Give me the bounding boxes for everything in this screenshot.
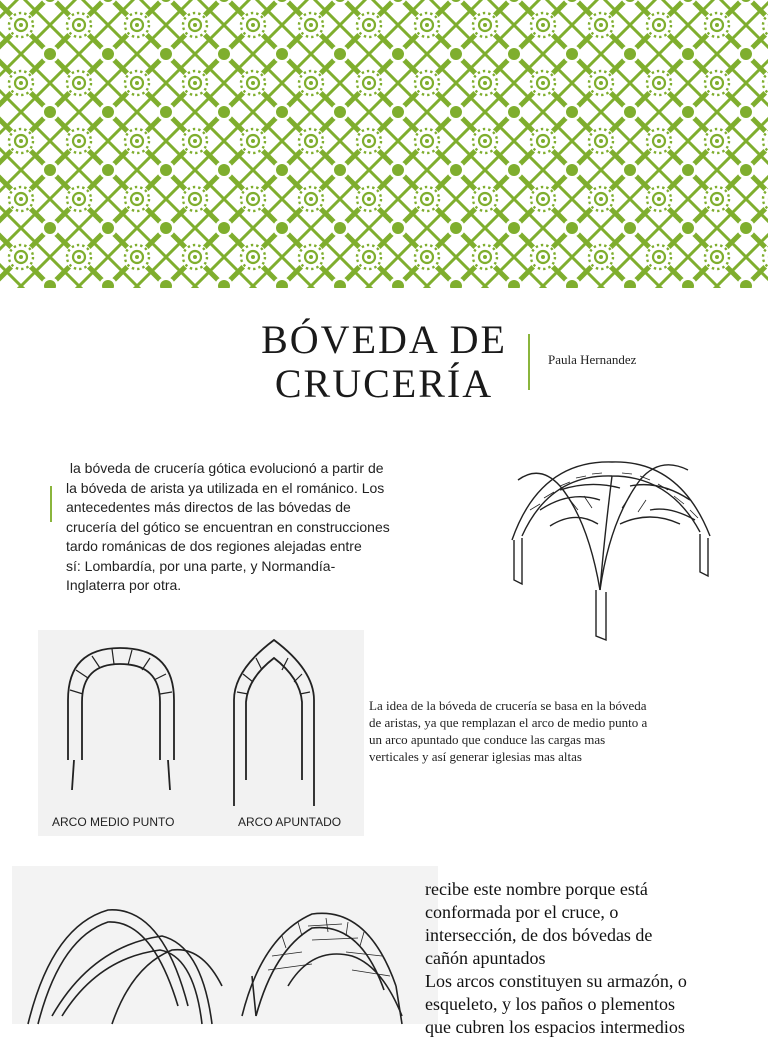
name-explanation-paragraph: [425, 878, 768, 1037]
intro-line: crucería del gótico se encuentran en construcciones: [66, 518, 390, 535]
arch-comparison-panel: [38, 630, 364, 836]
idea-paragraph: [369, 697, 729, 765]
name-line: conformada por el cruce, o: [425, 902, 619, 922]
intro-line: antecedentes más directos de las bóvedas de: [66, 499, 351, 515]
author-name: Paula Hernandez: [548, 352, 637, 367]
ribbed-vault-panel: [12, 866, 438, 1024]
name-line: cañón apuntados: [425, 948, 546, 968]
intro-accent-bar: [50, 486, 52, 522]
idea-line: La idea de la bóveda de crucería se basa en la bóveda: [369, 698, 647, 713]
groin-vault-drawing-icon: [500, 440, 720, 640]
idea-line: de aristas, ya que remplazan el arco de medio punto a: [369, 715, 648, 730]
name-line: recibe este nombre porque está: [425, 879, 648, 899]
title-line-2: CRUCERÍA: [274, 361, 494, 406]
title-line-1: BÓVEDA DE: [261, 317, 507, 362]
intro-paragraph: [66, 459, 438, 596]
intro-line: la bóveda de arista ya utilizada en el románico. Los: [66, 479, 385, 496]
intro-line: tardo románicas de dos regiones alejadas entre: [66, 538, 362, 554]
idea-line: verticales y así generar iglesias mas altas: [369, 749, 582, 764]
arch-comparison-sketch-icon: [38, 630, 364, 836]
arch-label-pointed: ARCO APUNTADO: [238, 815, 342, 829]
slide-title: [250, 318, 518, 406]
name-line: intersección, de dos bóvedas de: [425, 925, 653, 945]
ribbed-vault-sketch-icon: [12, 866, 438, 1024]
intro-line: Inglaterra por otra.: [66, 577, 182, 593]
decorative-pattern-banner-icon: [0, 0, 768, 288]
arch-label-round: ARCO MEDIO PUNTO: [52, 815, 175, 829]
title-divider: [528, 334, 530, 390]
name-line: esqueleto, y los paños o plementos: [425, 994, 675, 1014]
intro-line: la bóveda de crucería gótica evolucionó a partir de: [66, 460, 384, 476]
name-line: Los arcos constituyen su armazón, o: [425, 971, 687, 991]
intro-line: sí: Lombardía, por una parte, y Normandía-: [66, 557, 336, 574]
idea-line: un arco apuntado que conduce las cargas mas: [369, 732, 606, 747]
name-line: que cubren los espacios intermedios: [425, 1017, 685, 1037]
